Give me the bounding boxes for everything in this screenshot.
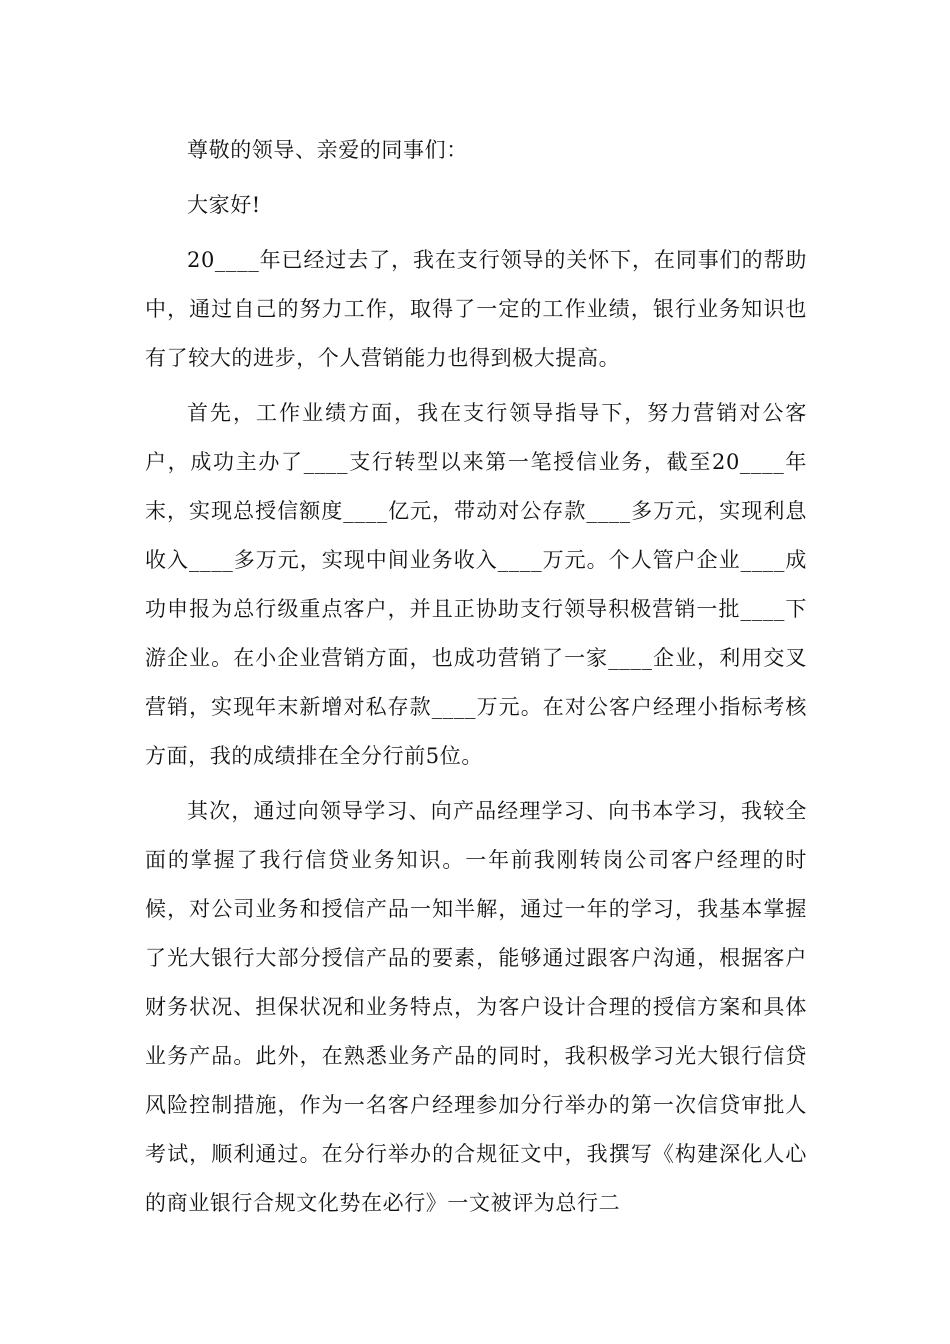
document-body — [145, 126, 807, 1228]
performance-paragraph: 首先，工作业绩方面，我在支行领导指导下，努力营销对公客户，成功主办了____支行转型以来第一笔授信业务，截至20____年末，实现总授信额度____亿元，带动对公存款____多万元，实现利息收入____多万元，实现中间业务收入____万元。个人管户企业____成功申报为总行级重点客户，并且正协助支行领导积极营销一批____下游企业。在小企业营销方面，也成功营销了一家____企业，利用交叉营销，实现年末新增对私存款____万元。在对公客户经理小指标考核方面，我的成绩排在全分行前5位。 — [145, 401, 807, 768]
greeting-paragraph: 大家好! — [187, 193, 261, 217]
salutation-paragraph: 尊敬的领导、亲爱的同事们： — [187, 138, 468, 162]
intro-paragraph: 20____年已经过去了，我在支行领导的关怀下，在同事们的帮助中，通过自己的努力工作，取得了一定的工作业绩，银行业务知识也有了较大的进步，个人营销能力也得到极大提高。 — [145, 248, 807, 370]
learning-paragraph: 其次，通过向领导学习、向产品经理学习、向书本学习，我较全面的掌握了我行信贷业务知识。一年前我刚转岗公司客户经理的时候，对公司业务和授信产品一知半解，通过一年的学习，我基本掌握了光大银行大部分授信产品的要素，能够通过跟客户沟通，根据客户财务状况、担保状况和业务特点，为客户设计合理的授信方案和具体业务产品。此外，在熟悉业务产品的同时，我积极学习光大银行信贷风险控制措施，作为一名客户经理参加分行举办的第一次信贷审批人考试，顺利通过。在分行举办的合规征文中，我撰写《构建深化人心的商业银行合规文化势在必行》一文被评为总行二 — [145, 799, 807, 1215]
